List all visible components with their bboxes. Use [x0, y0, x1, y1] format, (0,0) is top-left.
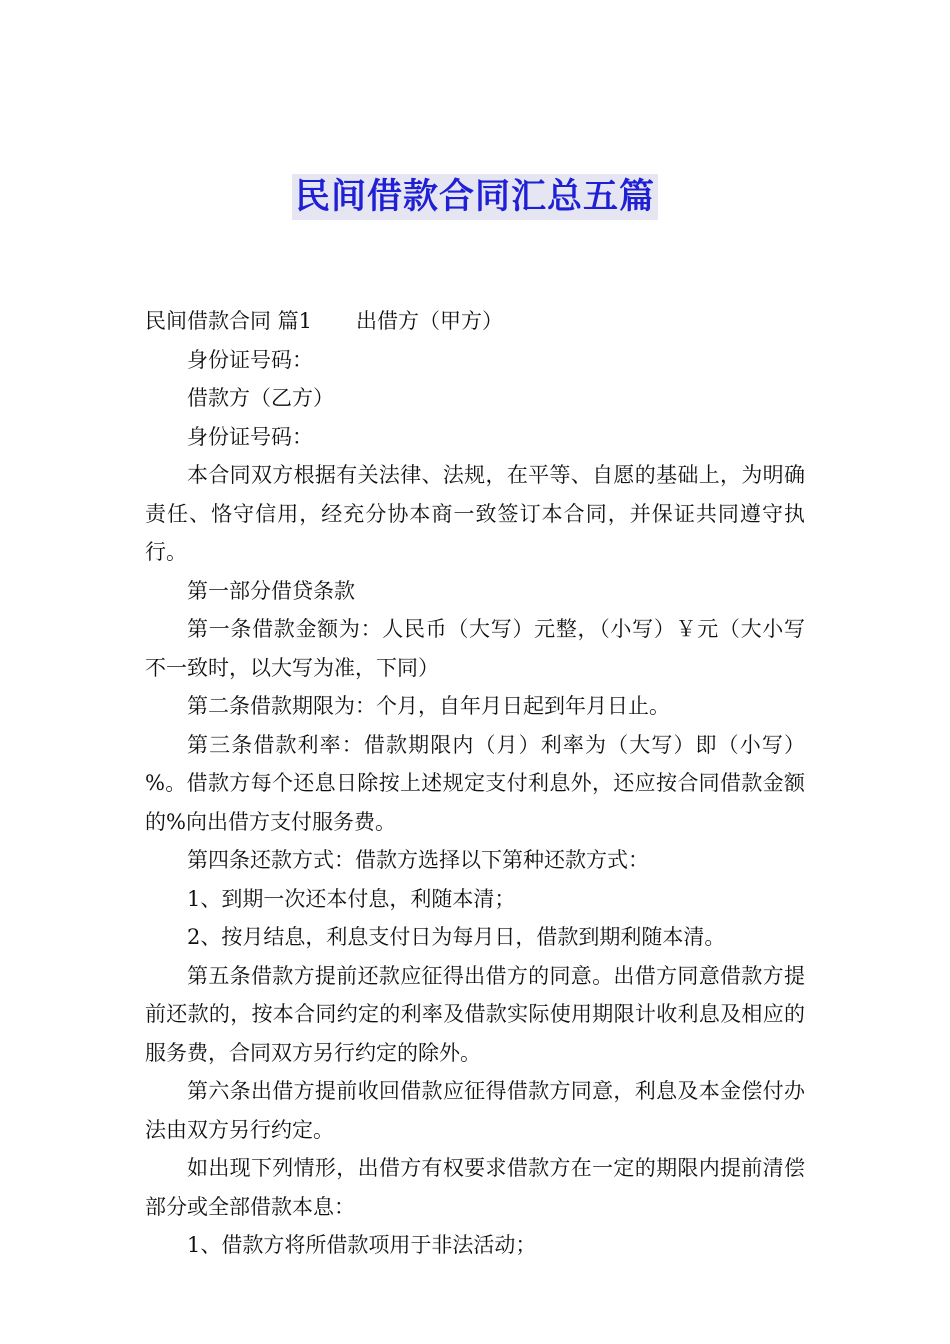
paragraph: 身份证号码： [187, 424, 313, 449]
title-container [0, 174, 950, 220]
paragraph: 借款方（乙方） [187, 386, 334, 410]
document-title: 民间借款合同汇总五篇 [292, 174, 658, 220]
paragraph: 1、借款方将所借款项用于非法活动； [187, 1233, 537, 1257]
paragraph: 第六条出借方提前收回借款应征得借款方同意，利息及本金偿付办法由双方另行约定。 [145, 1079, 805, 1142]
section-heading-line [145, 302, 805, 341]
section-heading: 民间借款合同 篇1 [145, 309, 313, 333]
paragraph: 第四条还款方式：借款方选择以下第种还款方式： [187, 848, 649, 872]
paragraph: 本合同双方根据有关法律、法规，在平等、自愿的基础上，为明确责任、恪守信用，经充分协本商一致签订本合同，并保证共同遵守执行。 [145, 463, 805, 564]
paragraph: 第一部分借贷条款 [187, 578, 355, 603]
lender-label: 出借方（甲方） [356, 309, 504, 333]
paragraph: 1、到期一次还本付息，利随本清； [187, 886, 516, 911]
paragraph: 第五条借款方提前还款应征得出借方的同意。出借方同意借款方提前还款的，按本合同约定的利率及借款实际使用期限计收利息及相应的服务费，合同双方另行约定的除外。 [145, 963, 805, 1065]
paragraph: 2、按月结息，利息支付日为每月日，借款到期利随本清。 [187, 925, 726, 949]
paragraph: 第二条借款期限为：个月，自年月日起到年月日止。 [187, 694, 670, 718]
paragraph: 第三条借款利率：借款期限内（月）利率为（大写）即（小写）%。借款方每个还息日除按上述规定支付利息外，还应按合同借款金额的%向出借方支付服务费。 [145, 732, 805, 834]
paragraph: 第一条借款金额为：人民币（大写）元整，（小写）￥元（大小写不一致时，以大写为准，下同） [145, 617, 805, 680]
document-body [145, 302, 805, 1265]
paragraph: 身份证号码： [187, 347, 313, 372]
paragraph: 如出现下列情形，出借方有权要求借款方在一定的期限内提前清偿部分或全部借款本息： [145, 1156, 805, 1219]
